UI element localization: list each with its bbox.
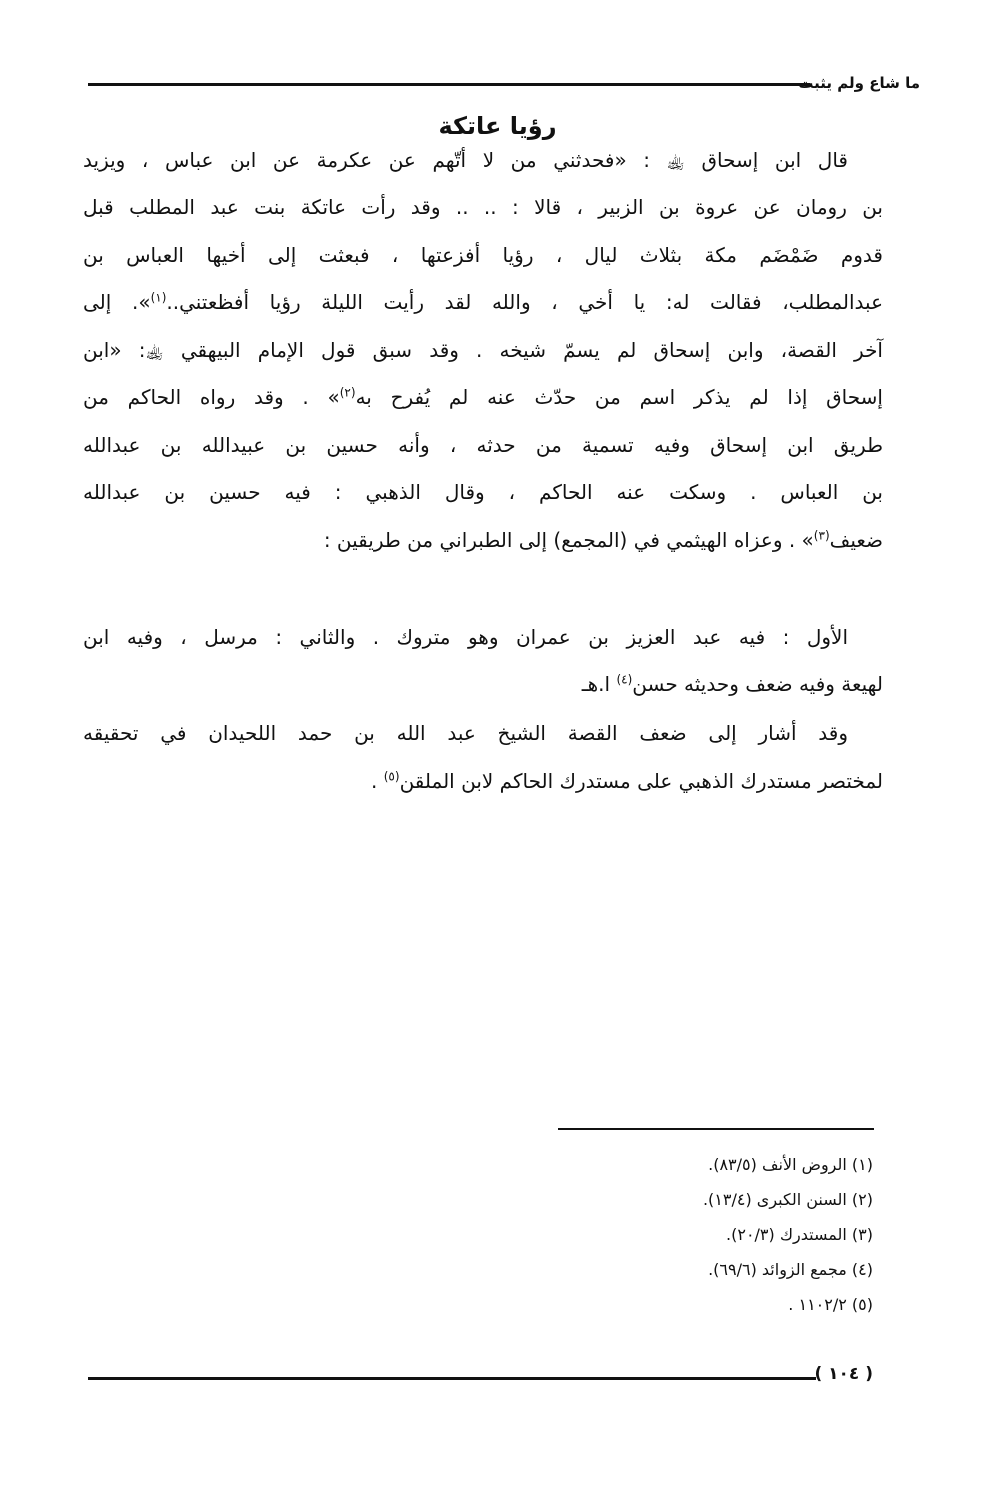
text: ». إلى bbox=[83, 290, 151, 314]
text-line: بن العباس . وسكت عنه الحاكم ، وقال الذهبي : فيه حسين بن عبدالله bbox=[83, 480, 883, 504]
footnote-ref[interactable]: (٤) bbox=[616, 672, 633, 687]
text: إسحاق إذا لم يذكر اسم من حدّث عنه لم يُفرح به bbox=[355, 385, 883, 409]
text-line: طريق ابن إسحاق وفيه تسمية من حدثه ، وأنه حسين بن عبيدالله بن عبدالله bbox=[83, 433, 883, 457]
text-line: وقد أشار إلى ضعف القصة الشيخ عبد الله بن حمد اللحيدان في تحقيقه bbox=[83, 721, 848, 745]
text-line bbox=[83, 766, 883, 796]
text: » . وقد رواه الحاكم من bbox=[83, 385, 340, 409]
footnote-ref[interactable]: (٥) bbox=[383, 769, 400, 784]
text-line bbox=[83, 382, 883, 412]
text-line: قال ابن إسحاق ﵀ : «فحدثني من لا أتّهم عن عكرمة عن ابن عباس ، ويزيد bbox=[83, 148, 848, 172]
section-title: رؤيا عاتكة bbox=[438, 112, 557, 140]
text-line bbox=[83, 669, 883, 699]
running-title: ما شاع ولم يثبت bbox=[798, 74, 920, 92]
text-line bbox=[83, 525, 883, 555]
text: ا.هـ bbox=[581, 672, 617, 696]
header-rule bbox=[88, 83, 810, 86]
text-line bbox=[83, 287, 883, 317]
text: ضعيف bbox=[829, 528, 883, 552]
text-line: آخر القصة، وابن إسحاق لم يسمّ شيخه . وقد سبق قول الإمام البيهقي ﵀: «ابن bbox=[83, 338, 883, 362]
footnote: (٣) المستدرك (٢٠/٣). bbox=[726, 1225, 873, 1244]
footnote-ref[interactable]: (٣) bbox=[813, 528, 830, 543]
text-line: قدوم ضَمْضَم مكة بثلاث ليال ، رؤيا أفزعتها ، فبعثت إلى أخيها العباس بن bbox=[83, 243, 883, 267]
footnote: (٤) مجمع الزوائد (٦٩/٦). bbox=[708, 1260, 873, 1279]
text: لهيعة وفيه ضعف وحديثه حسن bbox=[632, 672, 883, 696]
footer-rule bbox=[88, 1377, 816, 1380]
text: . bbox=[371, 769, 384, 793]
text: عبدالمطلب، فقالت له: يا أخي ، والله لقد رأيت الليلة رؤيا أفظعتني.. bbox=[166, 290, 884, 314]
text: لمختصر مستدرك الذهبي على مستدرك الحاكم لابن الملقن bbox=[399, 769, 883, 793]
footnote: (٥) ١١٠٢/٢ . bbox=[788, 1295, 873, 1314]
text-line: الأول : فيه عبد العزيز بن عمران وهو متروك . والثاني : مرسل ، وفيه ابن bbox=[83, 625, 848, 649]
footnote: (١) الروض الأنف (٨٣/٥). bbox=[708, 1155, 873, 1174]
footnote: (٢) السنن الكبرى (١٣/٤). bbox=[702, 1190, 873, 1209]
footnote-ref[interactable]: (٢) bbox=[339, 385, 356, 400]
page-number: ( ١٠٤ ) bbox=[814, 1364, 873, 1384]
text: » . وعزاه الهيثمي في (المجمع) إلى الطبراني من طريقين : bbox=[323, 528, 814, 552]
text-line: بن رومان عن عروة بن الزبير ، قالا : .. .. وقد رأت عاتكة بنت عبد المطلب قبل bbox=[83, 195, 883, 219]
footnote-ref[interactable]: (١) bbox=[150, 290, 167, 305]
footnote-rule bbox=[558, 1128, 874, 1130]
